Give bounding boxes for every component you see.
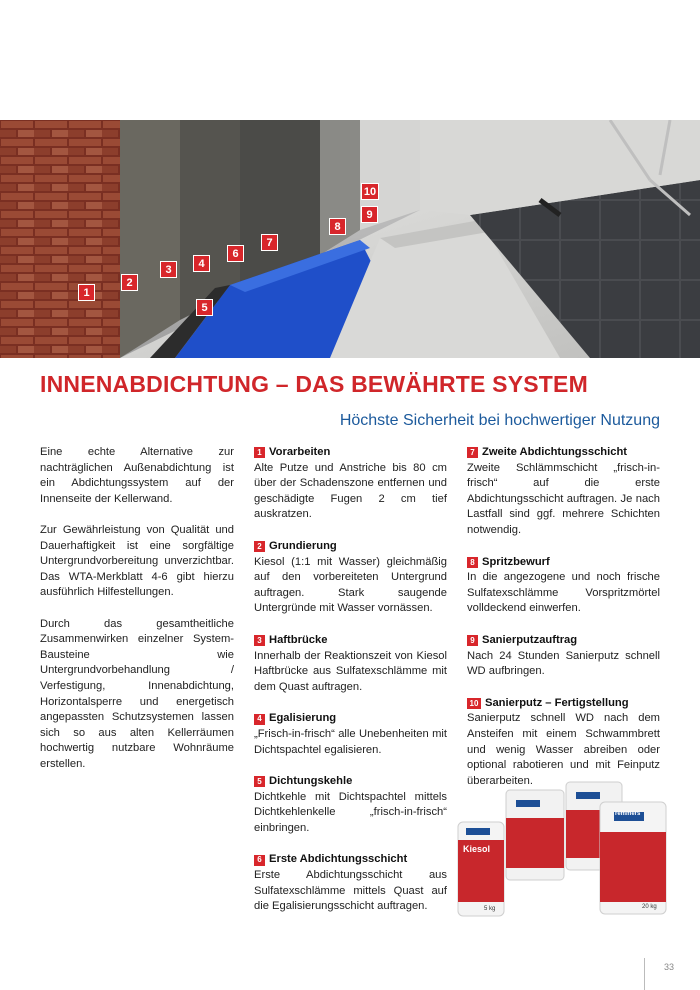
step-text: Erste Abdichtungsschicht aus Sulfatexschlämme mittels Quast auf die Egalisierungsschicht auftragen. <box>254 869 447 913</box>
step-text: In die angezogene und noch frische Sulfatexschlämme Vorspritzmörtel volldeckend einwerfen. <box>467 571 660 615</box>
step-sanierputz-fertigstellung <box>467 696 660 790</box>
step-title: Grundierung <box>269 539 337 552</box>
step-title: Vorarbeiten <box>269 446 331 458</box>
product-bag <box>506 790 564 880</box>
step-title: Spritzbewurf <box>482 555 550 568</box>
step-haftbruecke <box>254 633 447 695</box>
page-number: 33 <box>664 962 675 972</box>
step-title: Egalisierung <box>269 712 337 725</box>
step-title: Haftbrücke <box>269 633 328 646</box>
step-grundierung <box>254 539 447 617</box>
step-number: 3 <box>254 635 265 646</box>
step-number: 10 <box>467 698 481 709</box>
step-title: Sanierputzauftrag <box>482 633 578 646</box>
step-spritzbewurf <box>467 555 660 617</box>
product-name-label: Kiesol <box>463 844 491 854</box>
step-number: 4 <box>254 714 265 725</box>
marker-1: 1 <box>78 284 95 301</box>
system-illustration <box>0 120 700 358</box>
step-text: Zweite Schlämmschicht „frisch-in-frisch“ auf die erste Abdichtungsschicht auftragen. Je nach Lastfall sind ggf. mehrere Schichten notwendig. <box>467 461 660 536</box>
marker-2: 2 <box>121 274 138 291</box>
marker-4: 4 <box>193 255 210 272</box>
step-number: 2 <box>254 541 265 552</box>
intro-paragraph: Eine echte Alternative zur nachträglichen Außenabdichtung ist ein Abdichtungssystem auf der Innenseite der Kellerwand. <box>40 446 234 505</box>
page-title: INNENABDICHTUNG – DAS BEWÄHRTE SYSTEM <box>40 371 588 397</box>
step-erste-abdichtungsschicht <box>254 852 447 914</box>
step-zweite-abdichtungsschicht <box>467 445 660 539</box>
marker-9: 9 <box>361 206 378 223</box>
step-text: Sanierputz schnell WD nach dem Ansteifen mit einem Schwammbrett und wenig Wasser abreiben oder optional rabotieren und mit Feinputz überarbeiten. <box>467 712 660 787</box>
product-weight-label: 20 kg <box>642 904 657 910</box>
product-weight-label: 5 kg <box>484 906 496 912</box>
step-text: Nach 24 Stunden Sanierputz schnell WD aufbringen. <box>467 649 660 678</box>
step-title: Erste Abdichtungsschicht <box>269 853 408 866</box>
product-brand-label: remmers <box>615 811 641 817</box>
step-text: Kiesol (1:1 mit Wasser) gleichmäßig auf den vorbereiteten Untergrund auftragen. Stark saugende Untergründe mit Wasser vornässen. <box>254 555 447 615</box>
intro-column <box>40 445 234 788</box>
step-title: Dichtungskehle <box>269 775 353 788</box>
product-bags-image <box>454 780 674 930</box>
step-title: Sanierputz – Fertigstellung <box>485 696 629 709</box>
step-text: Dichtkehle mit Dichtspachtel mittels Dichtkehlenkelle „frisch-in-frisch“ einbringen. <box>254 790 447 834</box>
marker-7: 7 <box>261 234 278 251</box>
marker-10: 10 <box>361 183 379 200</box>
step-number: 1 <box>254 447 265 458</box>
step-text: „Frisch-in-frisch“ alle Unebenheiten mit Dichtspachtel egalisieren. <box>254 727 447 756</box>
marker-3: 3 <box>160 261 177 278</box>
step-number: 6 <box>254 855 265 866</box>
product-bucket <box>458 822 504 916</box>
footer-divider <box>644 958 645 990</box>
step-number: 7 <box>467 447 478 458</box>
step-number: 9 <box>467 635 478 646</box>
marker-6: 6 <box>227 245 244 262</box>
step-sanierputzauftrag <box>467 633 660 680</box>
step-title: Zweite Abdichtungsschicht <box>482 446 628 458</box>
intro-paragraph: Zur Gewährleistung von Qualität und Dauerhaftigkeit ist eine sorgfältige Untergrundvorbereitung unverzichtbar. Das WTA-Merkblatt 4-6 gibt hierzu ausführlich Hilfestellungen. <box>40 523 234 599</box>
step-number: 5 <box>254 776 265 787</box>
steps-column-right <box>467 445 660 805</box>
step-text: Alte Putze und Anstriche bis 80 cm über der Schadenszone entfernen und geschädigte Fugen 2 cm tief auskratzen. <box>254 461 447 521</box>
step-egalisierung <box>254 711 447 758</box>
step-number: 8 <box>467 557 478 568</box>
product-bag <box>600 802 666 914</box>
step-vorarbeiten <box>254 445 447 523</box>
steps-column-middle <box>254 445 447 931</box>
marker-8: 8 <box>329 218 346 235</box>
page-subtitle: Höchste Sicherheit bei hochwertiger Nutzung <box>339 412 660 429</box>
step-dichtungskehle <box>254 774 447 836</box>
step-text: Innerhalb der Reaktionszeit von Kiesol Haftbrücke aus Sulfatexschlämme mit dem Quast auftragen. <box>254 649 447 693</box>
intro-paragraph: Durch das gesamtheitliche Zusammenwirken einzelner System-Bausteine wie Untergrundvorbehandlung / Verfestigung, Innenabdichtung, Horizontalsperre und energetisch angepassten Schutzsystemen lassen sich so aus alten Kellerräumen hochwertig nutzbare Wohnräume erstellen. <box>40 617 234 770</box>
marker-5: 5 <box>196 299 213 316</box>
